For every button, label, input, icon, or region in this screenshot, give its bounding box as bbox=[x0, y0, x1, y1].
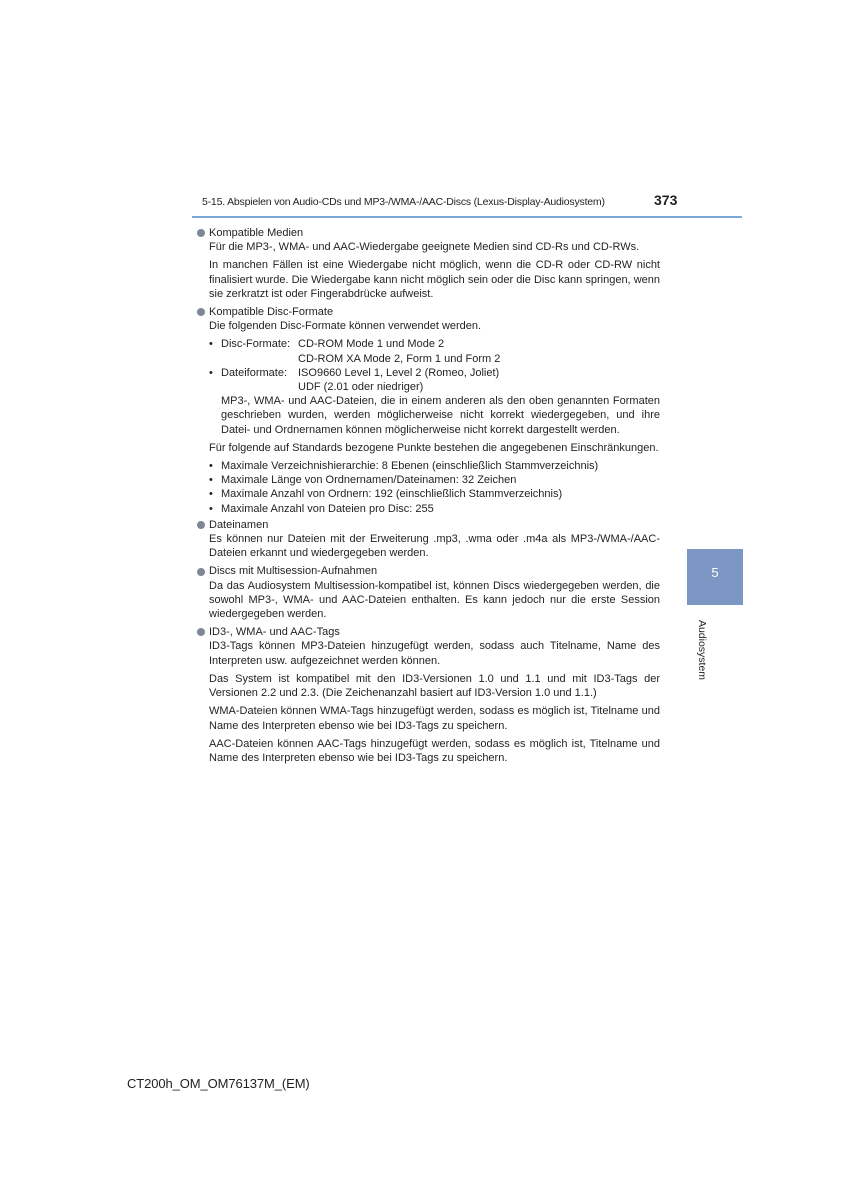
paragraph: AAC-Dateien können AAC-Tags hinzugefügt werden, sodass es möglich ist, Titelname und Name des Interpreten ebenso wie bei ID3-Tags zu speichern. bbox=[209, 737, 660, 764]
heading-kompatible-medien bbox=[197, 226, 660, 240]
format-label: Dateiformate: bbox=[221, 366, 288, 379]
paragraph: Für die MP3-, WMA- und AAC-Wiedergabe geeignete Medien sind CD-Rs und CD-RWs. bbox=[209, 241, 640, 254]
page-number: 373 bbox=[654, 192, 678, 208]
list-item-text: Maximale Länge von Ordnernamen/Dateinamen: 32 Zeichen bbox=[221, 474, 517, 487]
list-item bbox=[209, 502, 660, 516]
format-value: CD-ROM XA Mode 2, Form 1 und Form 2 bbox=[298, 352, 501, 365]
bullet-mark: • bbox=[209, 488, 213, 501]
list-item-text: Maximale Anzahl von Dateien pro Disc: 255 bbox=[221, 502, 434, 515]
list-item-text: Maximale Verzeichnishierarchie: 8 Ebenen (einschließlich Stammverzeichnis) bbox=[221, 460, 599, 473]
list-item bbox=[209, 366, 660, 394]
format-entry bbox=[221, 337, 500, 365]
paragraph: MP3-, WMA- und AAC-Dateien, die in einem anderen als den oben genannten Formaten geschrieben wurden, werden möglicherweise nicht korrekt wiedergegeben, und ihre Datei- und Ordnernamen können möglicherweise nicht korrekt dargestellt werden. bbox=[221, 395, 660, 436]
bullet-mark: • bbox=[209, 502, 213, 515]
document-code: CT200h_OM_OM76137M_(EM) bbox=[127, 1076, 310, 1091]
bullet-mark: • bbox=[209, 338, 213, 351]
limits-list bbox=[209, 459, 660, 516]
bullet-mark: • bbox=[209, 460, 213, 473]
heading-text: Kompatible Disc-Formate bbox=[209, 306, 334, 319]
format-value: ISO9660 Level 1, Level 2 (Romeo, Joliet) bbox=[298, 366, 500, 379]
heading-multisession bbox=[197, 564, 660, 578]
paragraph: In manchen Fällen ist eine Wiedergabe nicht möglich, wenn die CD-R oder CD-RW nicht finalisiert wurde. Die Wiedergabe kann nicht möglich sein oder die Disc kann springen, wenn sie zerkratzt ist oder Fingerabdrücke aufweist. bbox=[209, 259, 660, 300]
heading-tags bbox=[197, 625, 660, 639]
heading-text: Discs mit Multisession-Aufnahmen bbox=[209, 565, 378, 578]
bullet-icon bbox=[197, 568, 205, 576]
heading-text: Dateinamen bbox=[209, 518, 269, 531]
list-item bbox=[209, 487, 660, 501]
paragraph: Da das Audiosystem Multisession-kompatibel ist, können Discs wiedergegeben werden, die sowohl MP3-, WMA- und AAC-Dateien enthalten. Es kann jedoch nur die erste Session wiedergegeben werden. bbox=[209, 579, 660, 621]
paragraph: Für folgende auf Standards bezogene Punkte bestehen die angegebenen Einschränkungen. bbox=[209, 441, 659, 454]
heading-text: Kompatible Medien bbox=[209, 227, 304, 239]
format-entry bbox=[221, 366, 499, 394]
paragraph: WMA-Dateien können WMA-Tags hinzugefügt werden, sodass es möglich ist, Titelname und Name des Interpreten ebenso wie bei ID3-Tags zu speichern. bbox=[209, 705, 660, 732]
bullet-mark: • bbox=[209, 474, 213, 487]
heading-text: ID3-, WMA- und AAC-Tags bbox=[209, 626, 340, 639]
chapter-tab bbox=[687, 549, 743, 605]
chapter-label: Audiosystem bbox=[696, 619, 708, 681]
list-item-text: Maximale Anzahl von Ordnern: 192 (einschließlich Stammverzeichnis) bbox=[221, 488, 563, 501]
list-item bbox=[209, 337, 660, 365]
bullet-mark: • bbox=[209, 366, 213, 379]
bullet-icon bbox=[197, 229, 205, 237]
page-content bbox=[197, 226, 660, 769]
format-label: Disc-Formate: bbox=[221, 338, 291, 351]
section-title: 5-15. Abspielen von Audio-CDs und MP3-/WMA-/AAC-Discs (Lexus-Display-Audiosystem) bbox=[202, 196, 605, 208]
bullet-icon bbox=[197, 308, 205, 316]
format-list bbox=[209, 337, 660, 394]
paragraph: ID3-Tags können MP3-Dateien hinzugefügt werden, sodass auch Titelname, Name des Interpreten usw. aufgezeichnet werden können. bbox=[209, 640, 660, 667]
chapter-number: 5 bbox=[711, 565, 719, 580]
paragraph: Das System ist kompatibel mit den ID3-Versionen 1.0 und 1.1 und mit ID3-Tags der Versionen 2.2 und 2.3. (Die Zeichenanzahl basiert auf ID3-Version 1.0 und 1.1.) bbox=[209, 672, 660, 700]
format-value: CD-ROM Mode 1 und Mode 2 bbox=[298, 338, 445, 351]
list-item bbox=[209, 459, 660, 473]
header-rule bbox=[192, 216, 742, 218]
bullet-icon bbox=[197, 521, 205, 529]
heading-disc-formate bbox=[197, 305, 660, 319]
paragraph: Es können nur Dateien mit der Erweiterung .mp3, .wma oder .m4a als MP3-/WMA-/AAC-Dateien erkannt und wiedergegeben werden. bbox=[209, 533, 660, 560]
paragraph: Die folgenden Disc-Formate können verwendet werden. bbox=[209, 320, 482, 333]
format-value: UDF (2.01 oder niedriger) bbox=[298, 381, 424, 394]
bullet-icon bbox=[197, 628, 205, 636]
heading-dateinamen bbox=[197, 518, 660, 532]
list-item bbox=[209, 473, 660, 487]
